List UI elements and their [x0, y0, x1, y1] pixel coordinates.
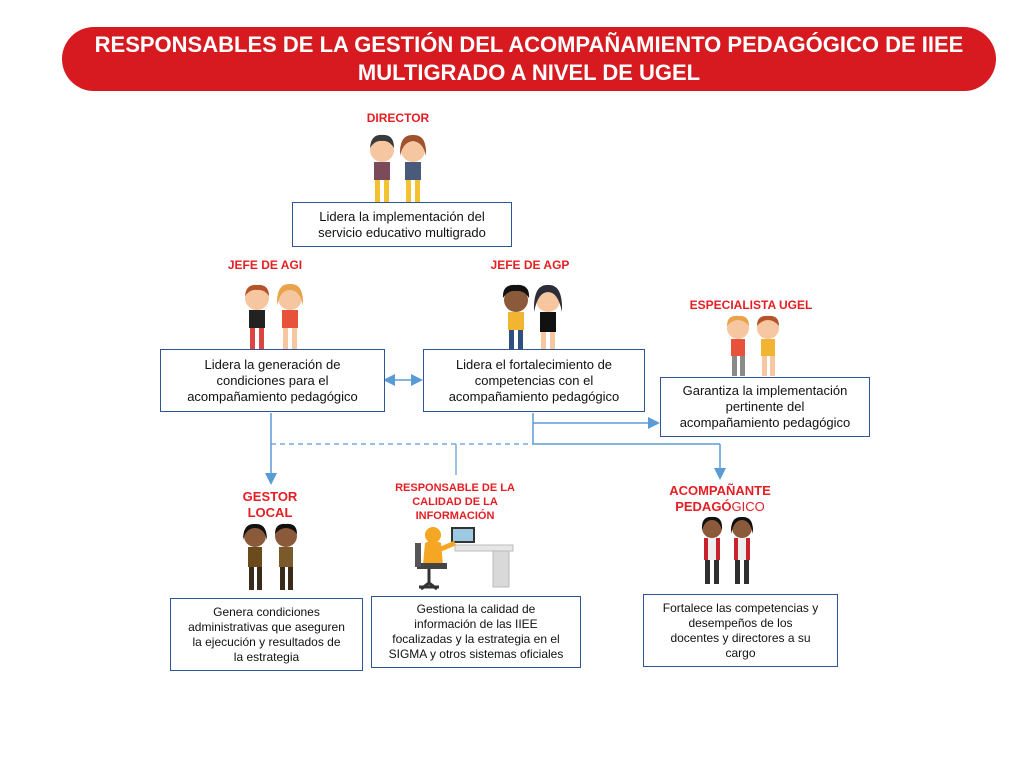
jefe-agp-text: Lidera el fortalecimiento de competencias con el acompañamiento pedagógico	[448, 356, 620, 404]
box-jefe-agi	[160, 349, 385, 412]
box-gestor	[170, 598, 363, 671]
especialista-text: Garantiza la implementación pertinente del acompañamiento pedagógico	[679, 383, 851, 430]
box-acompanante	[643, 594, 838, 667]
gestor-role-line-1: GESTOR	[242, 489, 298, 504]
acompanante-role-line-2b: GICO	[731, 499, 765, 514]
gestor-text: Genera condiciones administrativas que aseguren la ejecución y resultados de la estrategia	[188, 604, 345, 664]
acompanante-people-icon	[698, 512, 758, 586]
computer-worker-icon	[405, 523, 517, 595]
responsable-role-line-2: CALIDAD DE LA	[412, 496, 498, 508]
role-gestor	[220, 489, 320, 521]
title-line-2: MULTIGRADO A NIVEL DE UGEL	[357, 60, 701, 85]
jefe-agi-people-icon	[240, 280, 312, 352]
role-especialista: ESPECIALISTA UGEL	[689, 298, 813, 312]
acompanante-role-line-2a: PEDAGÓ	[675, 499, 732, 514]
role-acompanante	[655, 483, 785, 515]
box-jefe-agp	[423, 349, 645, 412]
jefe-agi-text: Lidera la generación de condiciones para el acompañamiento pedagógico	[187, 356, 358, 404]
responsable-text: Gestiona la calidad de información de las IIEE focalizadas y la estrategia en el SIGMA y otros sistemas oficiales	[388, 602, 564, 661]
box-responsable	[371, 596, 581, 668]
responsable-role-line-1: RESPONSABLE DE LA	[395, 482, 515, 494]
responsable-role-line-3: INFORMACIÓN	[415, 510, 495, 522]
gestor-people-icon	[240, 520, 302, 592]
acompanante-text: Fortalece las competencias y desempeños de los docentes y directores a su cargo	[662, 600, 819, 660]
title-line-1: RESPONSABLES DE LA GESTIÓN DEL ACOMPAÑAMIENTO PEDAGÓGICO DE IIEE	[94, 32, 964, 57]
role-jefe-agp: JEFE DE AGP	[490, 258, 570, 272]
box-director	[292, 202, 512, 247]
box-especialista	[660, 377, 870, 437]
especialista-people-icon	[722, 312, 786, 378]
role-jefe-agi: JEFE DE AGI	[227, 258, 303, 272]
role-director: DIRECTOR	[366, 111, 430, 125]
role-responsable	[380, 481, 530, 523]
gestor-role-line-2: LOCAL	[247, 505, 293, 520]
jefe-agp-people-icon	[498, 282, 570, 352]
acompanante-role-line-1: ACOMPAÑANTE	[669, 483, 771, 498]
director-people-icon	[363, 128, 435, 204]
director-text: Lidera la implementación del servicio educativo multigrado	[318, 208, 486, 240]
